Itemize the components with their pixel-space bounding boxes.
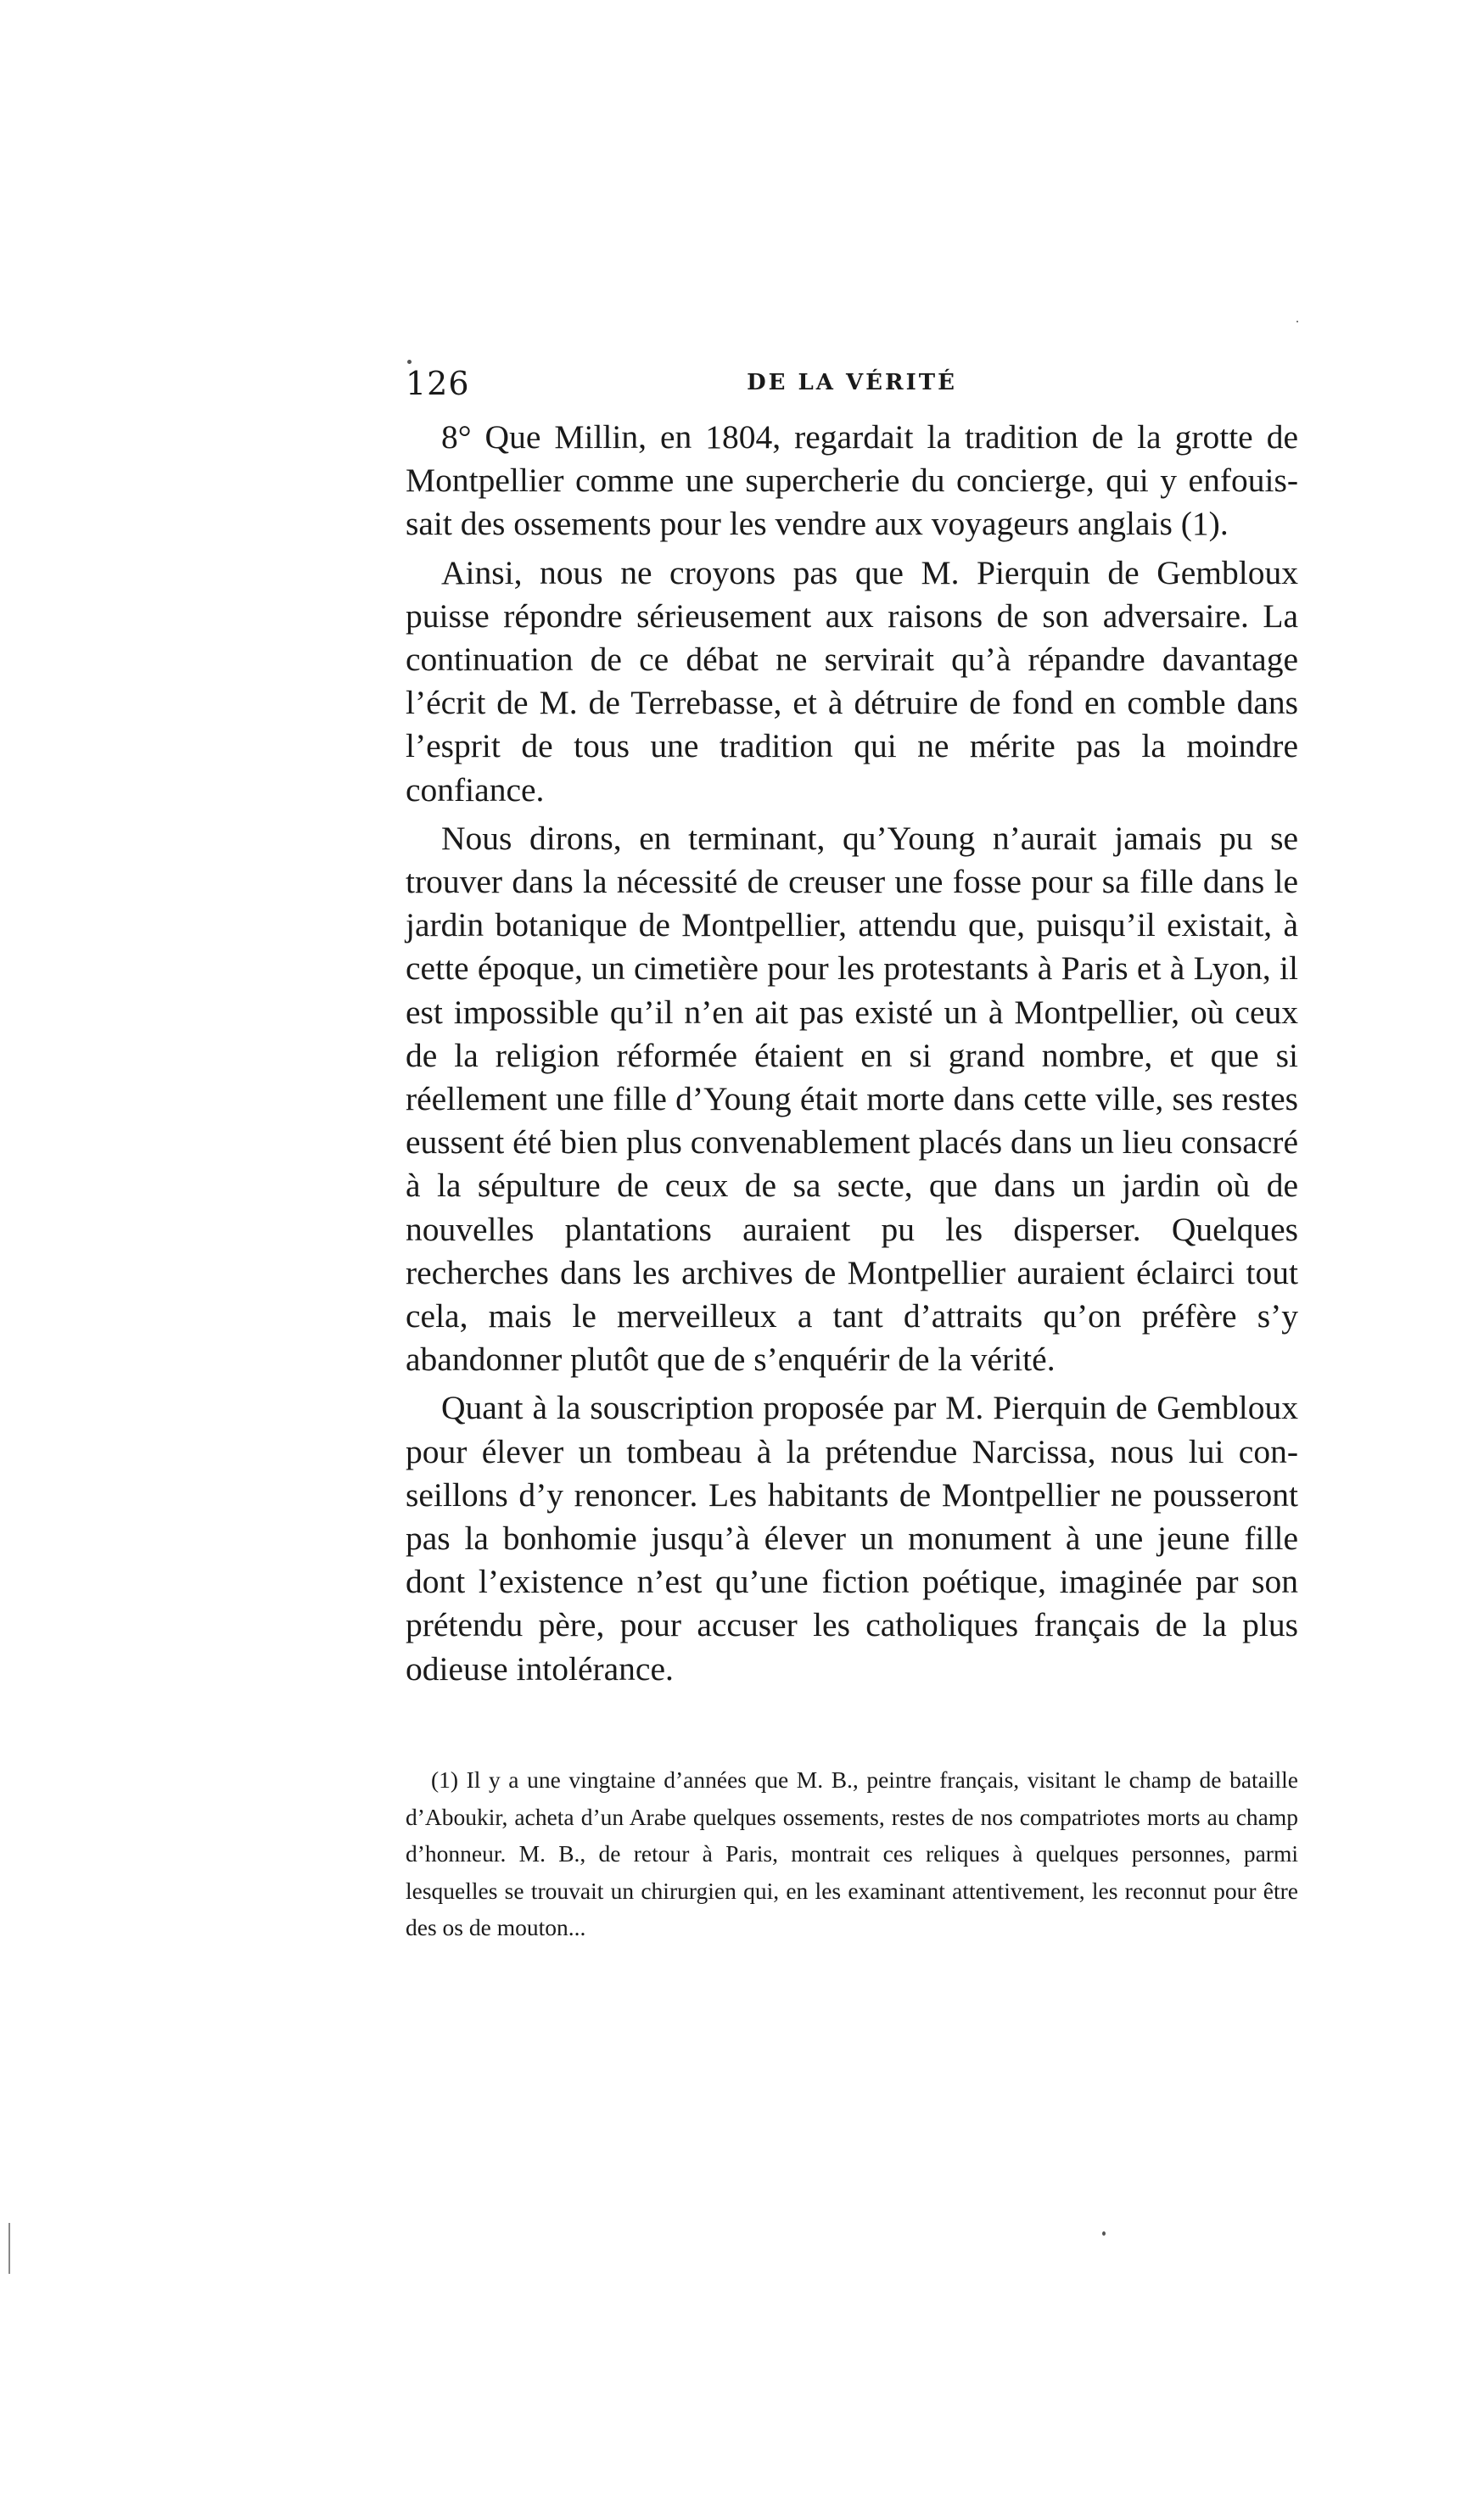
- footnotes: [406, 1761, 1298, 1946]
- page-number: 126: [406, 365, 470, 402]
- running-title: DE LA VÉRITÉ: [747, 370, 957, 395]
- scan-speck: [407, 360, 412, 364]
- main-text: [406, 416, 1298, 1691]
- paragraph-4: Quant à la souscription proposée par M. Pierquin de Gembloux pour élever un tombeau à la prétendue Narcissa, nous lui conseillons d’y renoncer. Les habitants de Montpellier ne pousseront pas la bonhomie jusqu’à élever un monument à une jeune fille dont l’existence n’est qu’une fiction poétique, imaginée par son prétendu père, pour accuser les catholiques français de la plus odieuse intolérance.: [406, 1389, 1298, 1688]
- scan-speck: [1102, 2231, 1106, 2236]
- paragraph-2: Ainsi, nous ne croyons pas que M. Pierquin de Gembloux puisse répondre sérieusement aux raisons de son adversaire. La continuation de ce débat ne servirait qu’à répandre davantage l’écrit de M. de Terrebasse, et à détruire de fond en comble dans l’esprit de tous une tradition qui ne mérite pas la moindre confiance.: [406, 553, 1298, 809]
- footnote-1: (1) Il y a une vingtaine d’années que M. B., peintre français, visitant le champ de bataille d’Aboukir, acheta d’un Arabe quelques ossements, restes de nos compatriotes morts au champ d’honneur. M. B., de retour à Paris, montrait ces reliques à quelques personnes, parmi lesquelles se trouvait un chirurgien qui, en les examinant attentivement, les reconnut pour être des os de mouton...: [406, 1766, 1298, 1940]
- paragraph-1: 8° Que Millin, en 1804, regardait la tradition de la grotte de Montpellier comme une supercherie du concierge, qui y enfouissait des ossements pour les vendre aux voyageurs anglais (1).: [406, 418, 1298, 543]
- scan-speck: [1296, 321, 1298, 322]
- page-header: [406, 365, 1298, 407]
- paragraph-3: Nous dirons, en terminant, qu’Young n’aurait jamais pu se trouver dans la nécessité de creuser une fosse pour sa fille dans le jardin botanique de Montpellier, attendu que, puisqu’il existait, à cette époque, un cimetière pour les protestants à Paris et à Lyon, il est impossible qu’il n’en ait pas existé un à Montpellier, où ceux de la religion réformée étaient en si grand nombre, et que si réellement une fille d’Young était morte dans cette ville, ses restes eussent été bien plus convenablement placés dans un lieu consacré à la sépulture de ceux de sa secte, que dans un jardin où de nouvelles plantations auraient pu les disperser. Quelques recherches dans les archives de Montpellier auraient éclairci tout cela, mais le merveilleux a tant d’attraits qu’on préfère s’y abandonner plutôt que de s’enquérir de la vérité.: [406, 819, 1298, 1379]
- scan-speck: [8, 2223, 10, 2274]
